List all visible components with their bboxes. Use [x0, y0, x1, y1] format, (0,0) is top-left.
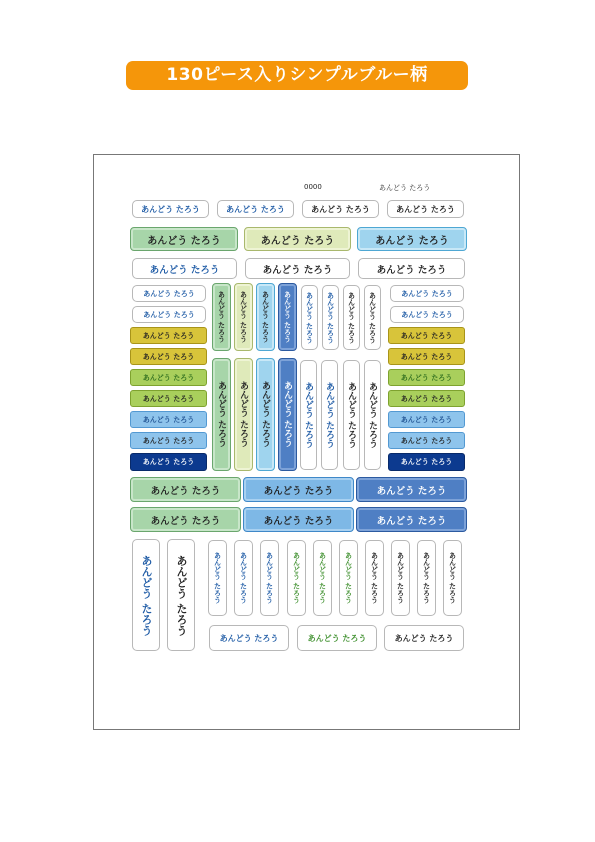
name-sticker: あんどう たろう	[217, 200, 294, 218]
name-sticker-vertical: あんどう たろう	[443, 540, 462, 616]
name-sticker-vertical: あんどう たろう	[301, 285, 318, 350]
name-sticker-vertical: あんどう たろう	[256, 283, 275, 351]
name-sticker: あんどう たろう	[356, 507, 467, 532]
name-sticker-vertical: あんどう たろう	[364, 360, 381, 470]
name-sticker-vertical: あんどう たろう	[287, 540, 306, 616]
name-sticker: あんどう たろう	[358, 258, 465, 279]
name-sticker: あんどう たろう	[130, 432, 207, 449]
name-sticker-vertical: あんどう たろう	[212, 358, 231, 471]
name-sticker-vertical: あんどう たろう	[343, 285, 360, 350]
name-sticker-vertical: あんどう たろう	[278, 358, 297, 471]
name-sticker: あんどう たろう	[390, 285, 464, 302]
name-sticker-vertical: あんどう たろう	[313, 540, 332, 616]
name-sticker-vertical: あんどう たろう	[300, 360, 317, 470]
name-sticker: あんどう たろう	[130, 507, 241, 532]
name-sticker-vertical: あんどう たろう	[343, 360, 360, 470]
name-sticker: あんどう たろう	[132, 306, 206, 323]
name-sticker: あんどう たろう	[388, 348, 465, 365]
name-sticker: あんどう たろう	[130, 453, 207, 471]
name-sticker: あんどう たろう	[388, 453, 465, 471]
name-sticker: あんどう たろう	[243, 507, 354, 532]
name-sticker: あんどう たろう	[130, 369, 207, 386]
name-sticker: あんどう たろう	[384, 625, 464, 651]
name-sticker: あんどう たろう	[388, 369, 465, 386]
name-sticker: あんどう たろう	[243, 477, 354, 502]
sheet-name-text: あんどう たろう	[379, 184, 431, 192]
name-sticker: あんどう たろう	[130, 390, 207, 407]
page-title-banner: 130ピース入りシンプルブルー柄	[126, 61, 468, 90]
name-sticker-vertical: あんどう たろう	[212, 283, 231, 351]
name-sticker-vertical: あんどう たろう	[391, 540, 410, 616]
name-sticker: あんどう たろう	[297, 625, 377, 651]
name-sticker: あんどう たろう	[132, 200, 209, 218]
sticker-sheet	[93, 154, 520, 730]
name-sticker-vertical: あんどう たろう	[234, 540, 253, 616]
name-sticker-vertical: あんどう たろう	[132, 539, 160, 651]
name-sticker-vertical: あんどう たろう	[260, 540, 279, 616]
name-sticker: あんどう たろう	[132, 285, 206, 302]
name-sticker-vertical: あんどう たろう	[417, 540, 436, 616]
name-sticker: あんどう たろう	[388, 390, 465, 407]
name-sticker: あんどう たろう	[209, 625, 289, 651]
name-sticker-vertical: あんどう たろう	[322, 285, 339, 350]
name-sticker-vertical: あんどう たろう	[208, 540, 227, 616]
name-sticker: あんどう たろう	[302, 200, 379, 218]
name-sticker: あんどう たろう	[130, 411, 207, 428]
name-sticker: あんどう たろう	[245, 258, 350, 279]
name-sticker: あんどう たろう	[356, 477, 467, 502]
name-sticker: あんどう たろう	[388, 327, 465, 344]
name-sticker-vertical: あんどう たろう	[234, 283, 253, 351]
name-sticker: あんどう たろう	[244, 227, 351, 251]
name-sticker: あんどう たろう	[387, 200, 464, 218]
name-sticker: あんどう たろう	[130, 477, 241, 502]
name-sticker: あんどう たろう	[130, 348, 207, 365]
name-sticker-vertical: あんどう たろう	[321, 360, 338, 470]
name-sticker-vertical: あんどう たろう	[339, 540, 358, 616]
name-sticker: あんどう たろう	[130, 327, 207, 344]
name-sticker-vertical: あんどう たろう	[364, 285, 381, 350]
sheet-code: 0000	[304, 183, 322, 191]
name-sticker: あんどう たろう	[388, 411, 465, 428]
name-sticker: あんどう たろう	[132, 258, 237, 279]
name-sticker-vertical: あんどう たろう	[278, 283, 297, 351]
name-sticker: あんどう たろう	[390, 306, 464, 323]
name-sticker-vertical: あんどう たろう	[256, 358, 275, 471]
name-sticker-vertical: あんどう たろう	[167, 539, 195, 651]
name-sticker: あんどう たろう	[388, 432, 465, 449]
name-sticker: あんどう たろう	[130, 227, 238, 251]
name-sticker: あんどう たろう	[357, 227, 467, 251]
name-sticker-vertical: あんどう たろう	[365, 540, 384, 616]
name-sticker-vertical: あんどう たろう	[234, 358, 253, 471]
